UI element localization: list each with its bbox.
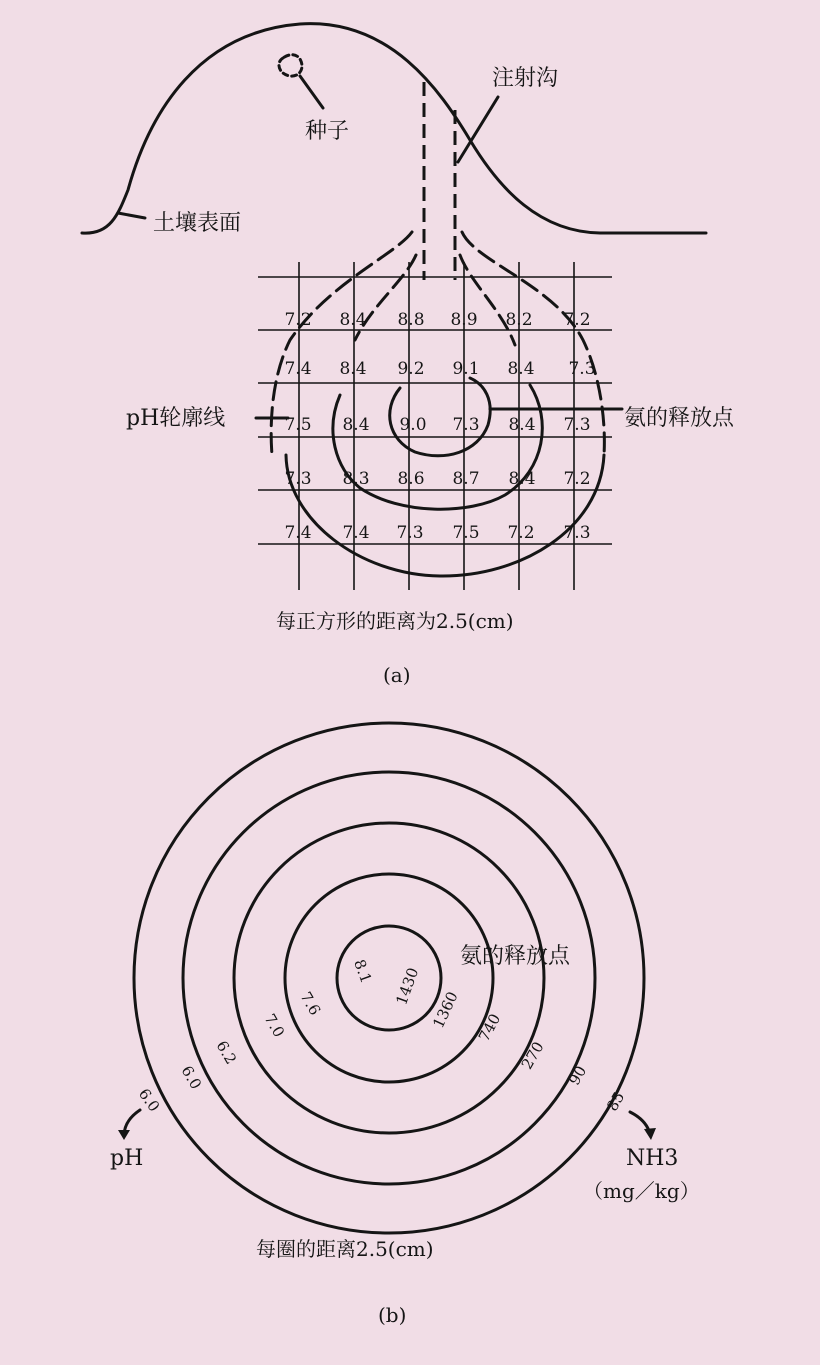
ring-ph-value: 6.0 <box>177 1062 206 1093</box>
release-point-label: 氨的释放点 <box>460 944 571 969</box>
ph-arrow-icon <box>118 1110 140 1140</box>
grid-cell: 8.4 <box>507 359 535 379</box>
grid-cell: 7.2 <box>563 469 591 489</box>
ring-nh3-value: 1360 <box>429 988 462 1031</box>
ph-ring-values <box>135 957 375 1115</box>
grid-cell: 8.4 <box>339 359 367 379</box>
ring-nh3-value: 90 <box>565 1062 591 1089</box>
grid-cell: 8.4 <box>508 415 536 435</box>
figure-a <box>82 24 735 687</box>
seed-label: 种子 <box>305 119 350 144</box>
ph-contour-label: pH轮廓线 <box>126 406 226 431</box>
grid-cell: 9.1 <box>452 359 480 379</box>
ph-contour-lines <box>271 232 604 576</box>
grid-cell: 7.3 <box>284 469 312 489</box>
soil-surface-leader <box>118 213 145 218</box>
nh3-ring-values <box>392 965 628 1114</box>
ring-nh3-value: 1430 <box>392 965 423 1008</box>
figure-b-caption: (b) <box>378 1303 407 1327</box>
nh3-arrow-icon <box>630 1112 656 1140</box>
grid-cell: 7.3 <box>396 523 424 543</box>
grid-cell: 7.4 <box>342 523 370 543</box>
grid-cell: 9.2 <box>397 359 425 379</box>
soil-surface-line <box>82 24 706 233</box>
grid-cell: 8.2 <box>505 310 533 330</box>
soil-surface-label: 土壤表面 <box>153 211 242 236</box>
ring-ph-value: 6.2 <box>212 1037 241 1068</box>
grid-cell: 8.8 <box>397 310 425 330</box>
ring-ph-value: 8.1 <box>350 957 376 986</box>
grid-cell: 7.3 <box>563 523 591 543</box>
ring-ph-value: 7.0 <box>260 1010 289 1041</box>
grid-cell: 7.2 <box>507 523 535 543</box>
grid-cell: 7.3 <box>452 415 480 435</box>
nh3-axis-label: NH3 <box>626 1146 679 1171</box>
grid-cell: 8.4 <box>339 310 367 330</box>
figure-b <box>110 723 700 1327</box>
concentric-rings <box>134 723 644 1233</box>
grid-spacing-note: 每正方形的距离为2.5(cm) <box>276 609 514 633</box>
injection-trench-label: 注射沟 <box>492 66 559 91</box>
release-point-label: 氨的释放点 <box>624 406 735 431</box>
grid-cell: 8.4 <box>508 469 536 489</box>
grid-cell: 8.9 <box>450 310 478 330</box>
grid-cell: 7.4 <box>284 523 312 543</box>
grid-cell: 7.2 <box>284 310 312 330</box>
grid-cell: 8.6 <box>397 469 425 489</box>
grid-cell: 7.5 <box>452 523 480 543</box>
grid-cell: 7.4 <box>284 359 312 379</box>
grid-cell: 8.4 <box>342 415 370 435</box>
grid-cell: 7.3 <box>563 415 591 435</box>
grid-cell: 8.3 <box>342 469 370 489</box>
grid-cell: 8.7 <box>452 469 480 489</box>
grid-cell: 7.5 <box>284 415 312 435</box>
ring-spacing-note: 每圈的距离2.5(cm) <box>256 1237 434 1261</box>
grid-cell: 9.0 <box>399 415 427 435</box>
grid-cell: 7.2 <box>563 310 591 330</box>
seed-icon <box>279 55 323 108</box>
ph-axis-label: pH <box>110 1146 144 1171</box>
ring-nh3-value: 740 <box>474 1010 505 1045</box>
ring-nh3-value: 85 <box>603 1088 629 1115</box>
ring-ph-value: 7.6 <box>296 988 325 1019</box>
nh3-unit-label: （mg／kg） <box>583 1179 700 1203</box>
ring-nh3-value: 270 <box>517 1038 548 1073</box>
figure-a-caption: (a) <box>383 663 411 687</box>
ring-ph-value: 6.0 <box>134 1085 164 1116</box>
grid-cell: 7.3 <box>568 359 596 379</box>
